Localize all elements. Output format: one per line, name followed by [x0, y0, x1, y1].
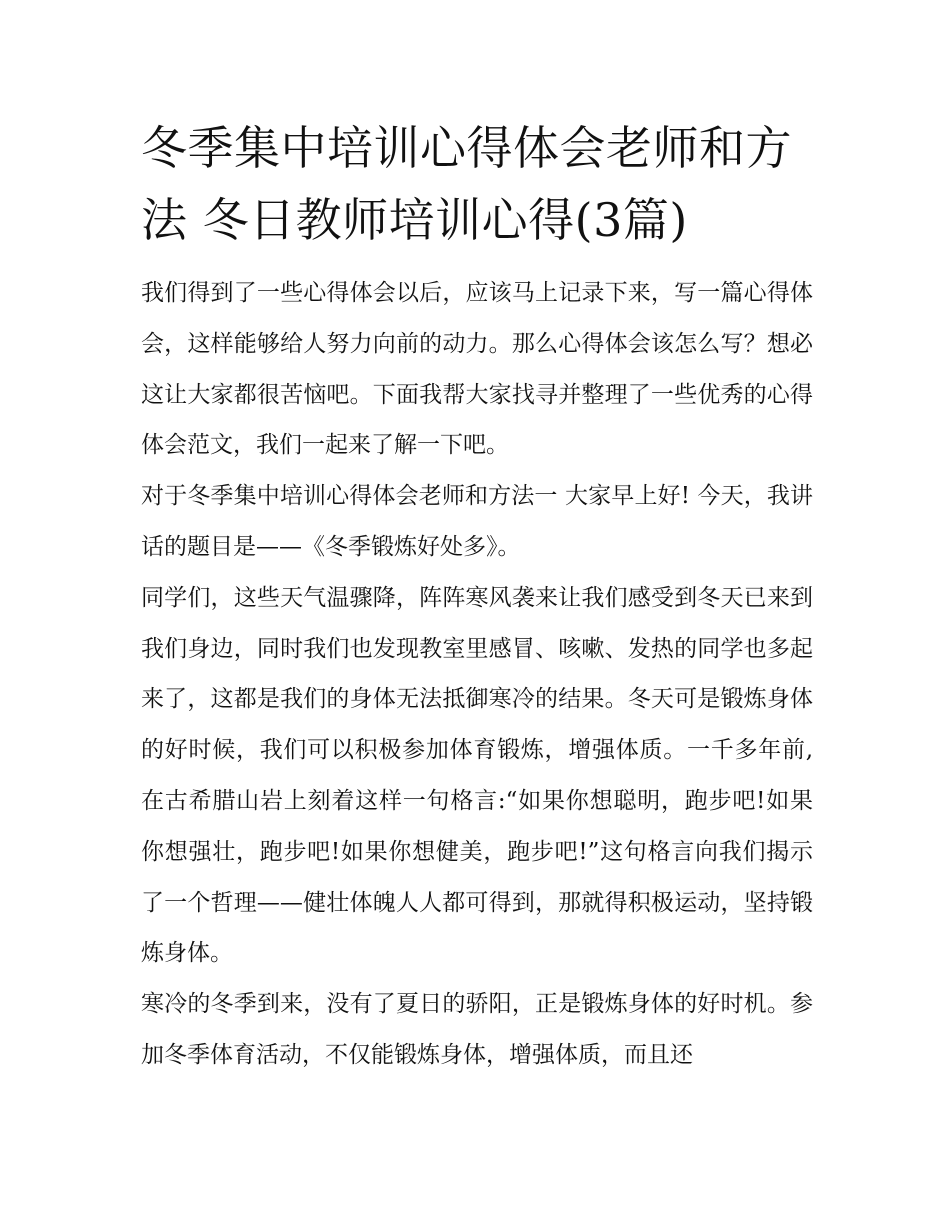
- document-title: 冬季集中培训心得体会老师和方法 冬日教师培训心得(3篇): [141, 121, 792, 247]
- paragraph-winter-exercise: 同学们，这些天气温骤降，阵阵寒风袭来让我们感受到冬天已来到我们身边，同时我们也发现教室里感冒、咳嗽、发热的同学也多起来了，这都是我们的身体无法抵御寒冷的结果。冬天可是锻炼身体的好时候，我们可以积极参加体育锻炼，增强体质。一千多年前,在古希腊山岩上刻着这样一句格言:“如果你想聪明，跑步吧!如果你想强壮，跑步吧!如果你想健美，跑步吧!”这句格言向我们揭示了一个哲理——健壮体魄人人都可得到，那就得积极运动，坚持锻炼身体。: [141, 584, 813, 967]
- paragraph-cold-season: 寒冷的冬季到来，没有了夏日的骄阳，正是锻炼身体的好时机。参加冬季体育活动，不仅能锻炼身体，增强体质，而且还: [141, 991, 813, 1068]
- paragraph-speech-opening: 对于冬季集中培训心得体会老师和方法一 大家早上好! 今天，我讲话的题目是——《冬季锻炼好处多》。: [141, 483, 813, 560]
- paragraph-intro: 我们得到了一些心得体会以后，应该马上记录下来，写一篇心得体会，这样能够给人努力向前的动力。那么心得体会该怎么写？想必这让大家都很苦恼吧。下面我帮大家找寻并整理了一些优秀的心得体会范文，我们一起来了解一下吧。: [141, 280, 813, 459]
- document-body: [141, 112, 813, 1081]
